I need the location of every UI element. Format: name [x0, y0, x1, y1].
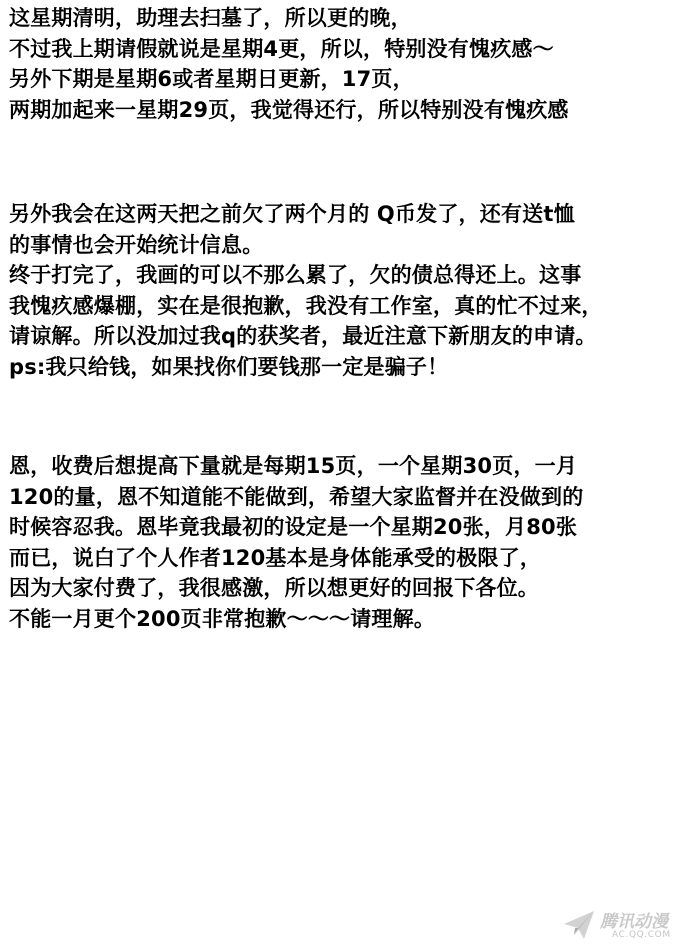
paragraph-paid-update-plan	[9, 451, 693, 634]
text-line: 我愧疚感爆棚，实在是很抱歉，我没有工作室，真的忙不过来，	[9, 293, 603, 318]
text-line: 两期加起来一星期29页，我觉得还行，所以特别没有愧疚感	[9, 97, 569, 122]
text-line: 另外下期是星期6或者星期日更新，17页，	[9, 67, 414, 91]
tencent-comic-watermark	[562, 906, 674, 946]
text-line: 120的量，恩不知道能不能做到，希望大家监督并在没做到的	[9, 484, 584, 509]
text-line: 另外我会在这两天把之前欠了两个月的 Q币发了，还有送t恤	[9, 202, 575, 226]
text-line: ps:我只给钱，如果找你们要钱那一定是骗子！	[9, 354, 449, 379]
text-line: 不过我上期请假就说是星期4更，所以，特别没有愧疚感～	[9, 36, 554, 61]
text-line: 不能一月更个200页非常抱歉～～～请理解。	[9, 606, 436, 631]
text-line: 请谅解。所以没加过我q的获奖者，最近注意下新朋友的申请。	[9, 324, 597, 348]
paragraph-update-schedule	[9, 3, 693, 125]
watermark-url: AC.QQ.COM	[612, 930, 671, 940]
text-line: 而已，说白了个人作者120基本是身体能承受的极限了，	[9, 545, 542, 570]
text-line: 这星期清明，助理去扫墓了，所以更的晚，	[9, 6, 412, 30]
text-line: 时候容忍我。恩毕竟我最初的设定是一个星期20张，月80张	[9, 515, 578, 539]
paragraph-rewards-notice	[9, 199, 693, 382]
paper-plane-logo-icon	[562, 908, 596, 942]
text-line: 因为大家付费了，我很感激，所以想更好的回报下各位。	[9, 576, 539, 600]
text-line: 终于打完了，我画的可以不那么累了，欠的债总得还上。这事	[9, 263, 582, 287]
watermark-brand: 腾讯动漫	[600, 912, 668, 932]
text-line: 的事情也会开始统计信息。	[9, 232, 264, 257]
text-line: 恩，收费后想提高下量就是每期15页，一个星期30页，一月	[9, 454, 578, 478]
